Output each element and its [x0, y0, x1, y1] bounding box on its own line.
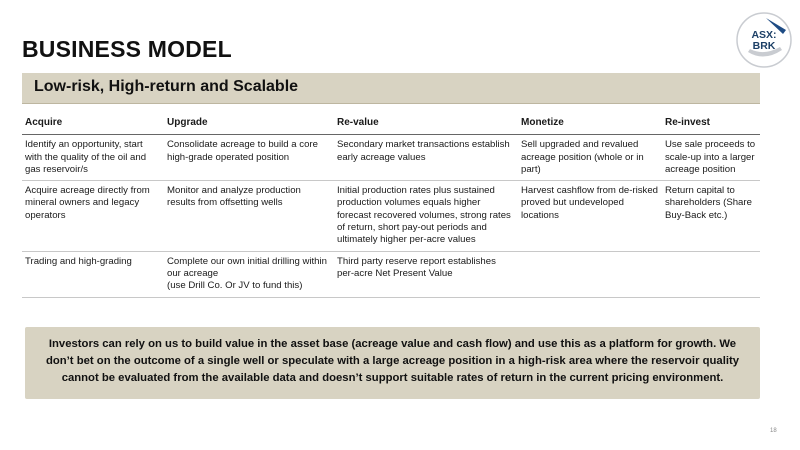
table-cell: Return capital to shareholders (Share Buy-Back etc.)	[662, 181, 760, 251]
column-header-revalue: Re-value	[334, 116, 518, 135]
logo-line-1: ASX:	[751, 29, 777, 41]
table-header-row	[22, 116, 760, 135]
table-cell	[518, 251, 662, 297]
page-number: 18	[770, 428, 777, 434]
table-cell	[662, 251, 760, 297]
logo-line-2: BRK	[752, 40, 776, 52]
page-title: BUSINESS MODEL	[22, 36, 232, 62]
table-cell: Sell upgraded and revalued acreage position (whole or in part)	[518, 135, 662, 181]
table-cell: Acquire acreage directly from mineral owners and legacy operators	[22, 181, 164, 251]
table-row	[22, 181, 760, 251]
table-cell: Trading and high-grading	[22, 251, 164, 297]
table-cell: Third party reserve report establishes per-acre Net Present Value	[334, 251, 518, 297]
table-cell: Harvest cashflow from de-risked proved but undeveloped locations	[518, 181, 662, 251]
investor-callout-box	[25, 327, 760, 399]
business-model-table	[22, 116, 760, 298]
table-row	[22, 135, 760, 181]
logo-text	[736, 30, 792, 52]
table-cell: Monitor and analyze production results from offsetting wells	[164, 181, 334, 251]
banner-text: Low-risk, High-return and Scalable	[34, 78, 299, 95]
table-cell: Secondary market transactions establish early acreage values	[334, 135, 518, 181]
table-cell: Complete our own initial drilling within our acreage (use Drill Co. Or JV to fund this)	[164, 251, 334, 297]
column-header-monetize: Monetize	[518, 116, 662, 135]
table-cell: Use sale proceeds to scale-up into a larger acreage position	[662, 135, 760, 181]
company-logo	[736, 12, 792, 68]
callout-text: Investors can rely on us to build value in the asset base (acreage value and cash flow) and use this as a platform for growth. We don’t bet on the outcome of a single well or speculate with a large acreage position in a high-risk area where the reservoir quality cannot be evaluated from the available data and doesn’t support suitable rates of return in the current pricing environment.	[45, 338, 740, 384]
table-cell: Initial production rates plus sustained production volumes equals higher forecast recovered volumes, strong rates of return, short pay-out periods and ultimately higher per-acre values	[334, 181, 518, 251]
column-header-reinvest: Re-invest	[662, 116, 760, 135]
table-cell: Consolidate acreage to build a core high-grade operated position	[164, 135, 334, 181]
table-row	[22, 251, 760, 297]
column-header-upgrade: Upgrade	[164, 116, 334, 135]
table-cell: Identify an opportunity, start with the quality of the oil and gas reservoir/s	[22, 135, 164, 181]
subtitle-banner	[22, 73, 760, 104]
column-header-acquire: Acquire	[22, 116, 164, 135]
